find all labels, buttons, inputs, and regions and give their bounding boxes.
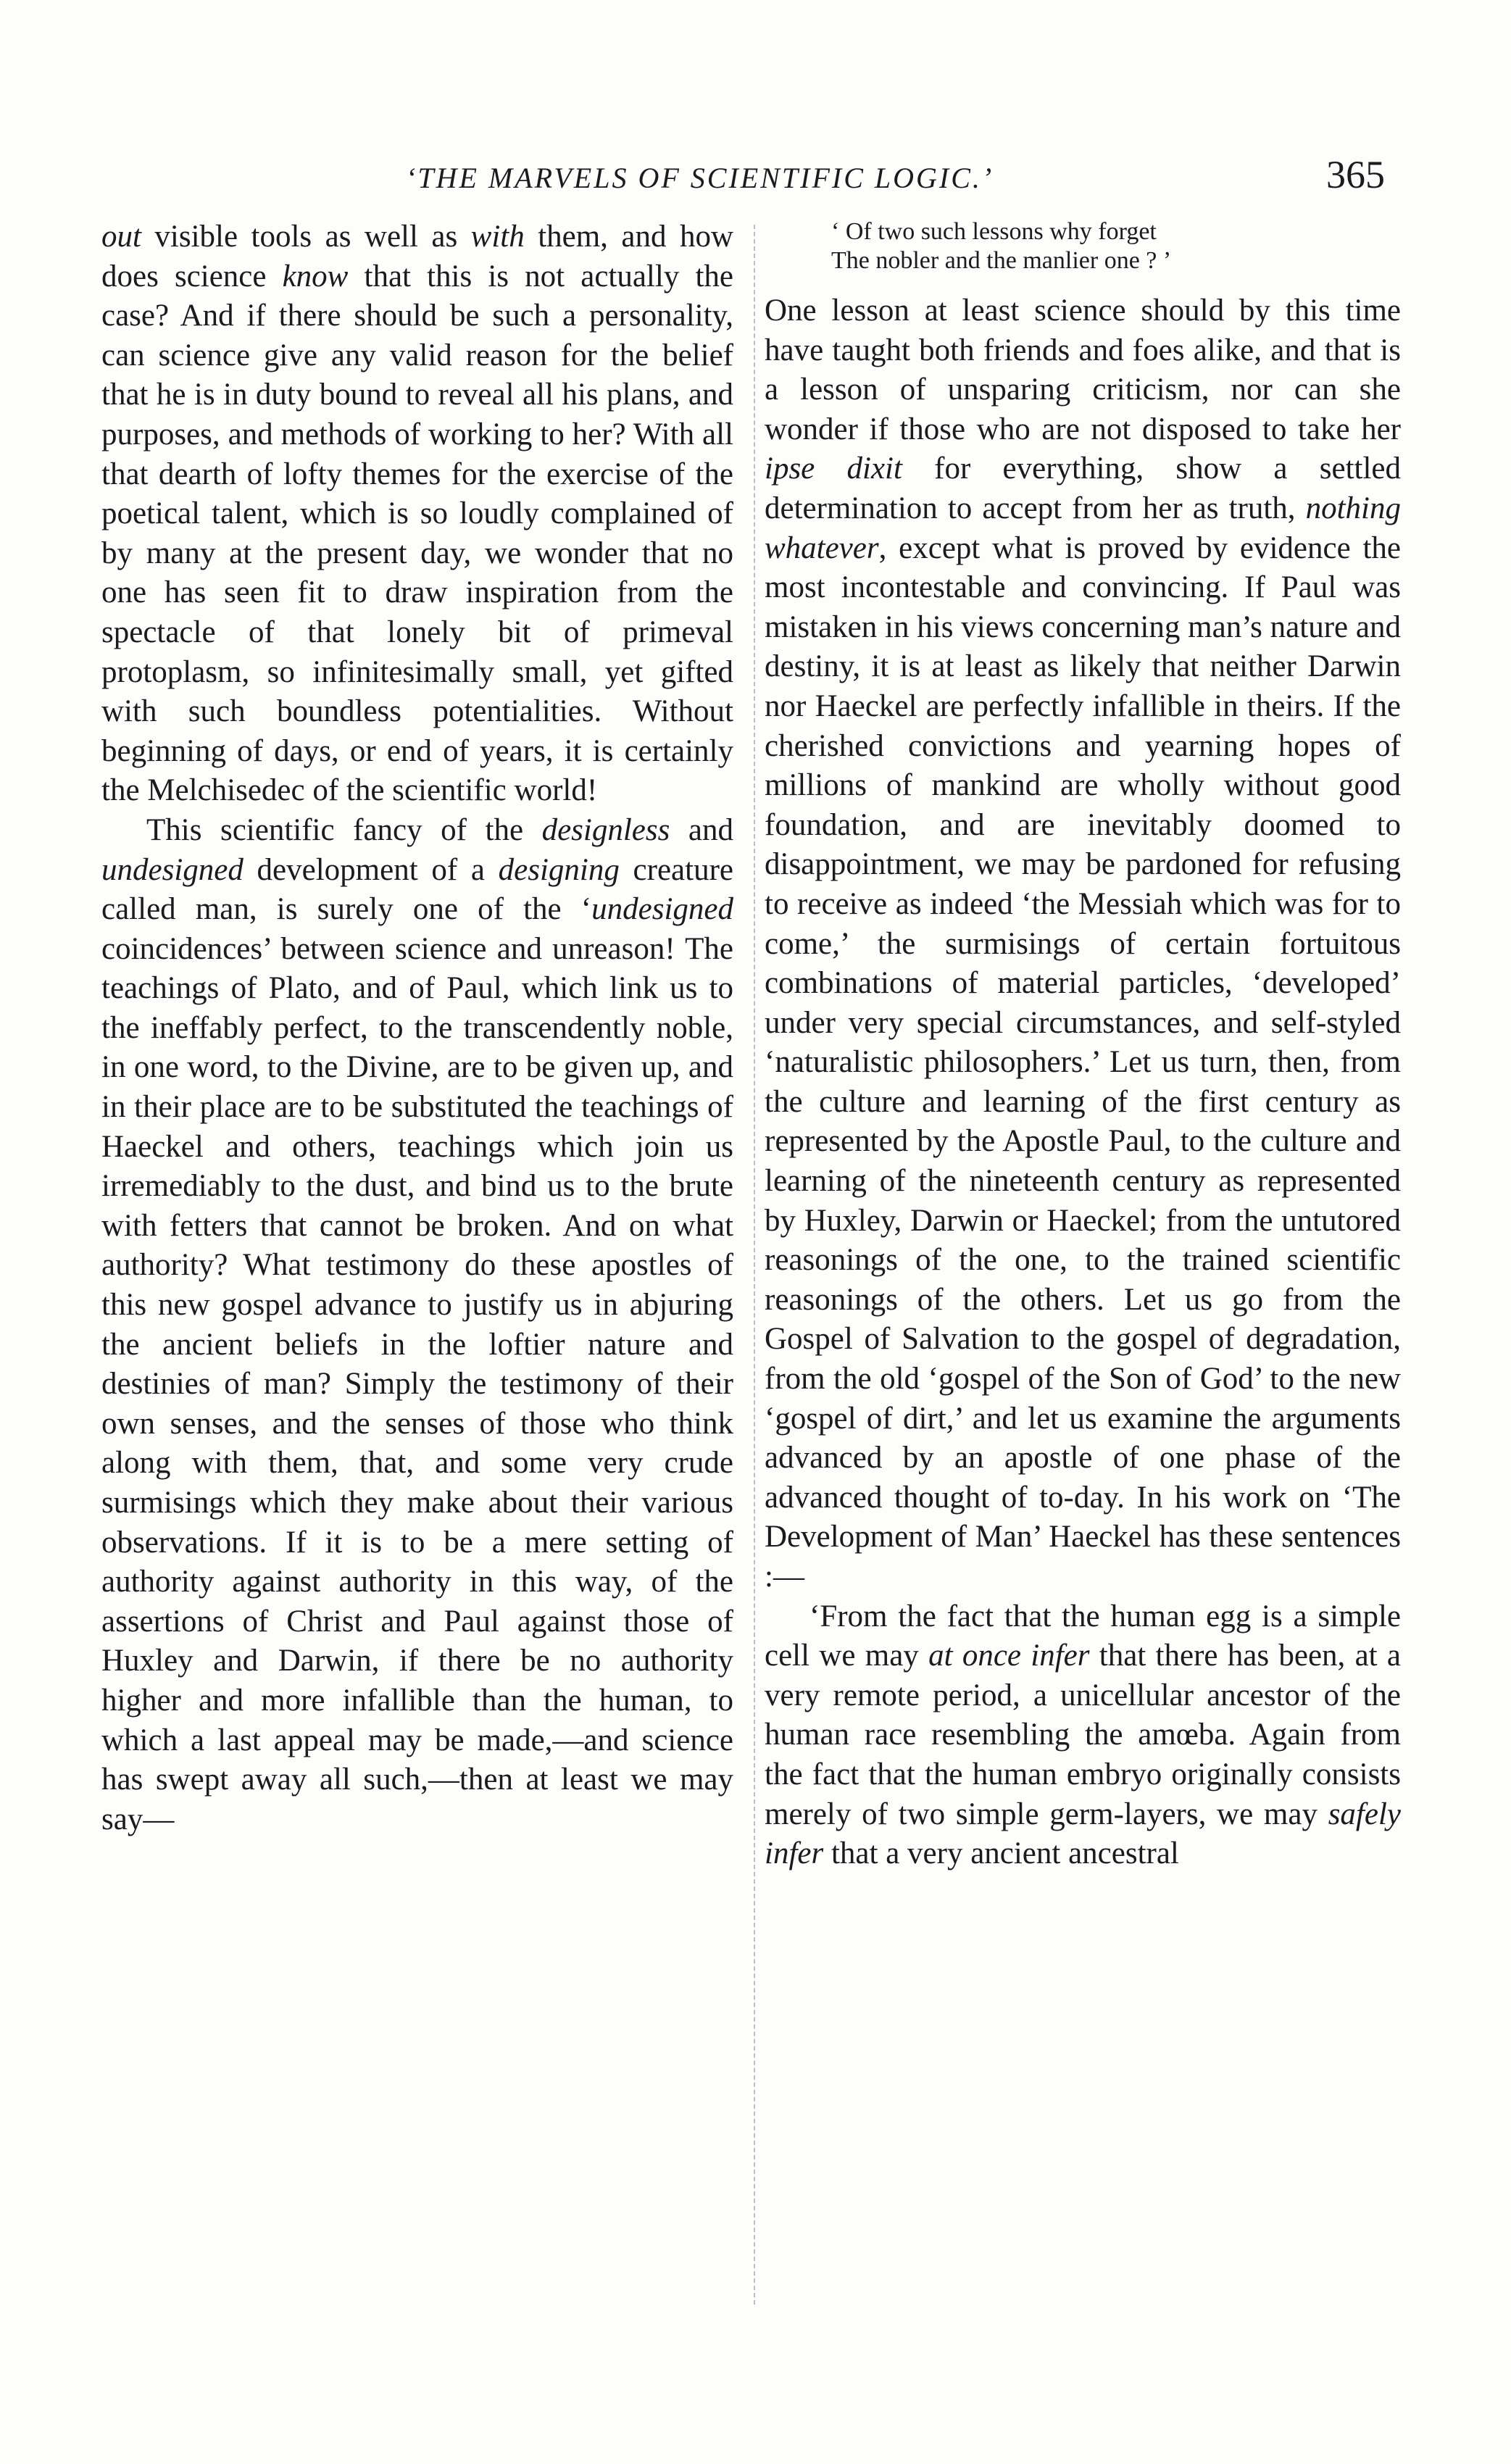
right-paragraph-2: ‘From the fact that the human egg is a simple cell we may at once infer that there has been, at a very remote period, a unicellular ancestor of the human race resembling the amœba. Again from the fact that the human embryo originally consists merely of two simple germ-layers, we may safely infer that a very ancient ancestral xyxy=(765,1599,1401,1871)
italic-text: undesigned xyxy=(591,892,733,927)
epigraph-line-2: The nobler and the manlier one ? ’ xyxy=(831,247,1172,274)
right-paragraph-1: One lesson at least science should by this time have taught both friends and foes alike, and that is a lesson of unsparing criticism, nor can she wonder if those who are not disposed to take her ipse dixit for everything, show a settled determination to accept from her as truth, nothing whatever, except what is proved by evidence the most incontestable and convincing. If Paul was mistaken in his views concerning man’s nature and destiny, it is at least as likely that neither Darwin nor Haeckel are perfectly infallible in theirs. If the cherished convictions and yearning hopes of millions of mankind are wholly without good foundation, and are inevitably doomed to disappointment, we may be pardoned for refusing to receive as indeed ‘the Messiah which was for to come,’ the surmisings of certain fortuitous combinations of material particles, ‘developed’ under very special circumstances, and self-styled ‘naturalistic philosophers.’ Let us turn, then, from the culture and learning of the first century as represented by the Apostle Paul, to the culture and learning of the nineteenth century as represented by Huxley, Darwin or Haeckel; from the untutored reasonings of the one, to the trained scientific reasonings of the others. Let us go from the Gospel of Salvation to the gospel of degradation, from the old ‘gospel of the Son of God’ to the new ‘gospel of dirt,’ and let us examine the arguments advanced by an apostle of one phase of the advanced thought of to-day. In his work on ‘The Development of Man’ Haeckel has these sentences :— xyxy=(765,294,1401,1594)
italic-text: designing xyxy=(498,852,620,887)
left-paragraph-1: out visible tools as well as with them, and how does science know that this is not actually the case? And if there should be such a personality, can science give any valid reason for the belief that he is in duty bound to reveal all his plans, and purposes, and methods of working to her? With all that dearth of lofty themes for the exercise of the poetical talent, which is so loudly complained of by many at the present day, we wonder that no one has seen fit to draw inspiration from the spectacle of that lonely bit of primeval protoplasm, so infinitesimally small, yet gifted with such boundless potentialities. Without beginning of days, or end of years, it is certainly the Melchisedec of the scientific world! xyxy=(101,220,733,808)
left-column xyxy=(101,217,733,1839)
running-title: ‘THE MARVELS OF SCIENTIFIC LOGIC.’ xyxy=(406,162,994,194)
page-header xyxy=(0,152,1511,203)
italic-text: out xyxy=(101,220,141,254)
italic-text: with xyxy=(470,220,525,254)
page-number: 365 xyxy=(1326,153,1385,196)
epigraph xyxy=(765,217,1401,275)
italic-text: at once infer xyxy=(928,1639,1090,1673)
italic-text: know xyxy=(282,259,349,294)
italic-text: ipse dixit xyxy=(765,451,902,486)
left-paragraph-2: This scientific fancy of the designless and undesigned development of a designing creature called man, is surely one of the ‘undesigned coincidences’ between science and unreason! The teachings of Plato, and of Paul, which link us to the ineffably perfect, to the transcendently noble, in one word, to the Divine, are to be given up, and in their place are to be substituted the teachings of Haeckel and others, teachings which join us irremediably to the dust, and bind us to the brute with fetters that cannot be broken. And on what authority? What testimony do these apostles of this new gospel advance to justify us in abjuring the ancient beliefs in the loftier nature and destinies of man? Simply the testimony of their own senses, and the senses of those who think along with them, that, and some very crude surmisings which they make about their various observations. If it is to be a mere setting of authority against authority in this way, of the assertions of Christ and Paul against those of Huxley and Darwin, if there be no authority higher and more infallible than the human, to which a last appeal may be made,—and science has swept away all such,—then at least we may say— xyxy=(101,812,733,1836)
column-divider xyxy=(754,225,755,2305)
italic-text: nothing whatever xyxy=(765,491,1401,565)
italic-text: safely infer xyxy=(765,1797,1401,1871)
italic-text: designless xyxy=(541,812,670,847)
right-column xyxy=(765,217,1401,1874)
italic-text: undesigned xyxy=(101,852,243,887)
epigraph-line-1: ‘ Of two such lessons why forget xyxy=(831,218,1157,245)
